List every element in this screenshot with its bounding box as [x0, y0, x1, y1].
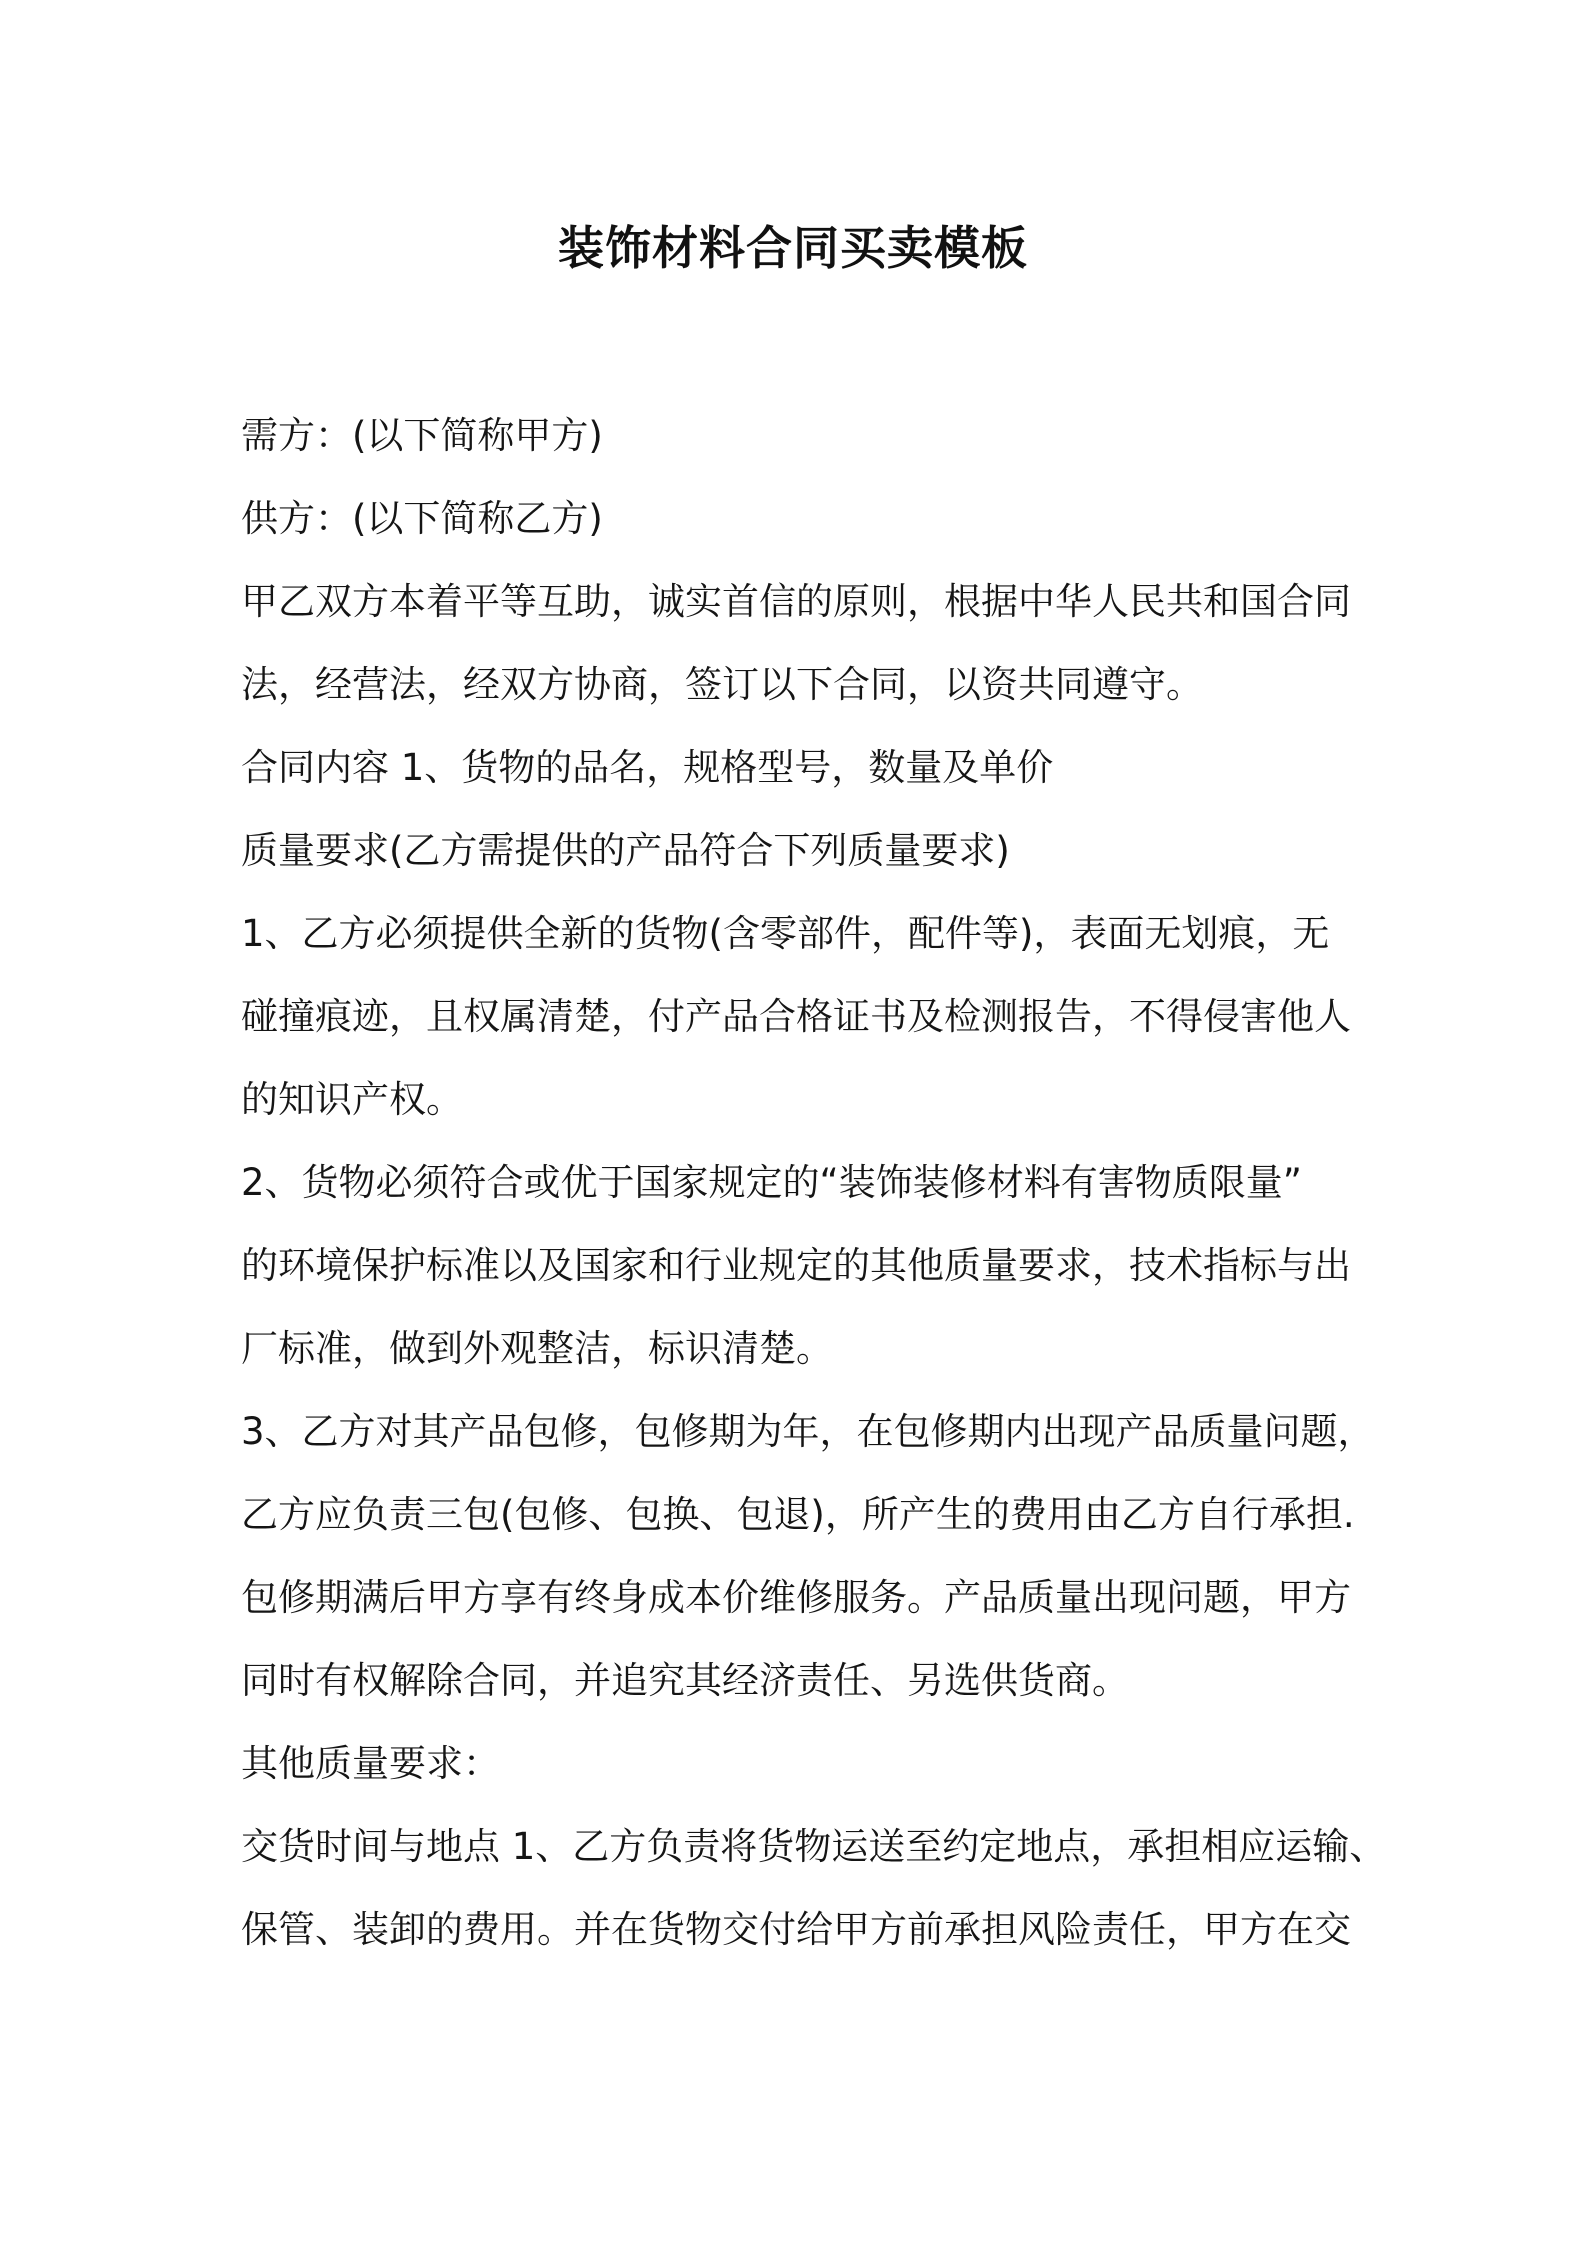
text-line-contents: 合同内容 1、货物的品名，规格型号，数量及单价: [241, 746, 1054, 789]
text-line-quality-heading: 质量要求(乙方需提供的产品符合下列质量要求): [241, 829, 1010, 872]
document-title: 装饰材料合同买卖模板: [558, 221, 1028, 275]
text-line-delivery-b: 保管、装卸的费用。并在货物交付给甲方前承担风险责任，甲方在交: [241, 1908, 1351, 1951]
text-line-demander: 需方：(以下简称甲方): [241, 414, 603, 457]
text-line-other-quality: 其他质量要求：: [241, 1742, 500, 1785]
text-line-item1-a: 1、乙方必须提供全新的货物(含零部件，配件等)，表面无划痕，无: [241, 912, 1330, 955]
text-line-item1-c: 的知识产权。: [241, 1078, 463, 1121]
text-line-preamble-2: 法，经营法，经双方协商，签订以下合同，以资共同遵守。: [241, 663, 1203, 706]
text-line-item1-b: 碰撞痕迹，且权属清楚，付产品合格证书及检测报告，不得侵害他人: [241, 995, 1351, 1038]
text-line-item3-c: 包修期满后甲方享有终身成本价维修服务。产品质量出现问题，甲方: [241, 1576, 1351, 1619]
text-line-delivery-a: 交货时间与地点 1、乙方负责将货物运送至约定地点，承担相应运输、: [241, 1825, 1387, 1868]
text-line-item3-d: 同时有权解除合同，并追究其经济责任、另选供货商。: [241, 1659, 1129, 1702]
text-line-supplier: 供方：(以下简称乙方): [241, 497, 603, 540]
text-line-item3-b: 乙方应负责三包(包修、包换、包退)，所产生的费用由乙方自行承担.: [241, 1493, 1355, 1536]
text-line-item2-a: 2、货物必须符合或优于国家规定的“装饰装修材料有害物质限量”: [241, 1161, 1302, 1204]
text-line-item3-a: 3、乙方对其产品包修，包修期为年，在包修期内出现产品质量问题，: [241, 1410, 1375, 1453]
text-line-item2-b: 的环境保护标准以及国家和行业规定的其他质量要求，技术指标与出: [241, 1244, 1351, 1287]
text-line-preamble-1: 甲乙双方本着平等互助，诚实首信的原则，根据中华人民共和国合同: [241, 580, 1351, 623]
text-line-item2-c: 厂标准，做到外观整洁，标识清楚。: [241, 1327, 833, 1370]
